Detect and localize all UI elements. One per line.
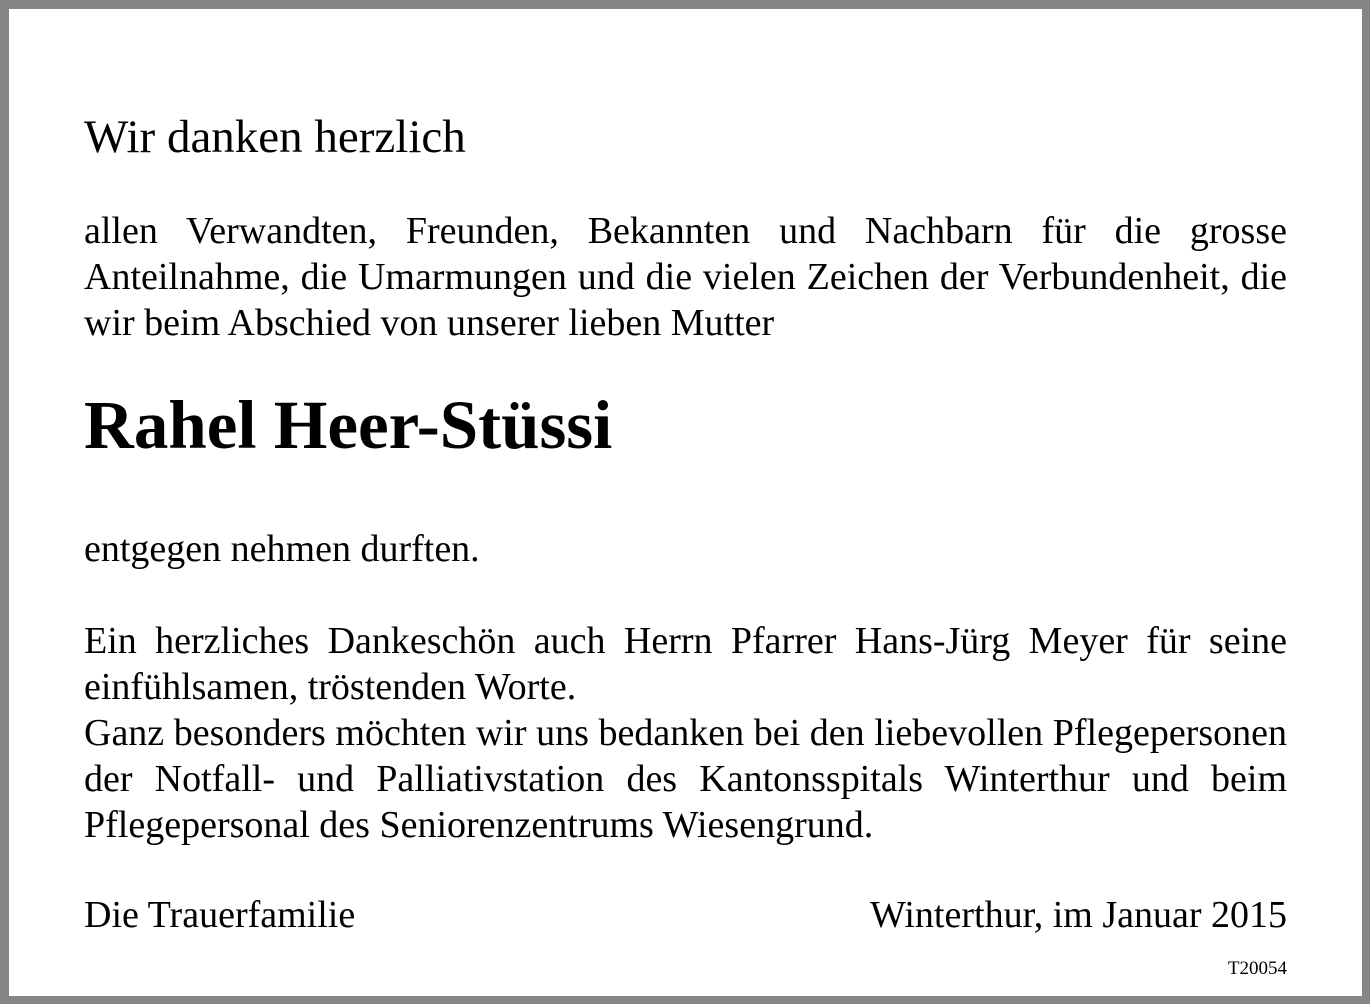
paragraph-thanks: allen Verwandten, Freunden, Bekannten und Nachbarn für die grosse Anteilnahme, die Umarmungen und die vielen Zeichen der Verbundenheit, die wir beim Abschied von unserer lieben Mutter — [84, 210, 1287, 344]
reference-code: T20054 — [1227, 958, 1287, 979]
paragraph-care-thanks: Ganz besonders möchten wir uns bedanken bei den liebevollen Pflegepersonen der Notfall- und Palliativstation des Kantonsspitals Winterthur und beim Pflegepersonal des Seniorenzentrums Wiesengrund. — [84, 712, 1287, 846]
paragraph-pastor-thanks: Ein herzliches Dankeschön auch Herrn Pfarrer Hans-Jürg Meyer für seine einfühlsamen, tröstenden Worte. — [84, 620, 1287, 708]
paragraph-received: entgegen nehmen durften. — [84, 528, 480, 570]
place-date: Winterthur, im Januar 2015 — [870, 894, 1287, 936]
notice-heading: Wir danken herzlich — [84, 111, 466, 163]
signature: Die Trauerfamilie — [84, 894, 356, 936]
deceased-name: Rahel Heer-Stüssi — [84, 387, 613, 463]
